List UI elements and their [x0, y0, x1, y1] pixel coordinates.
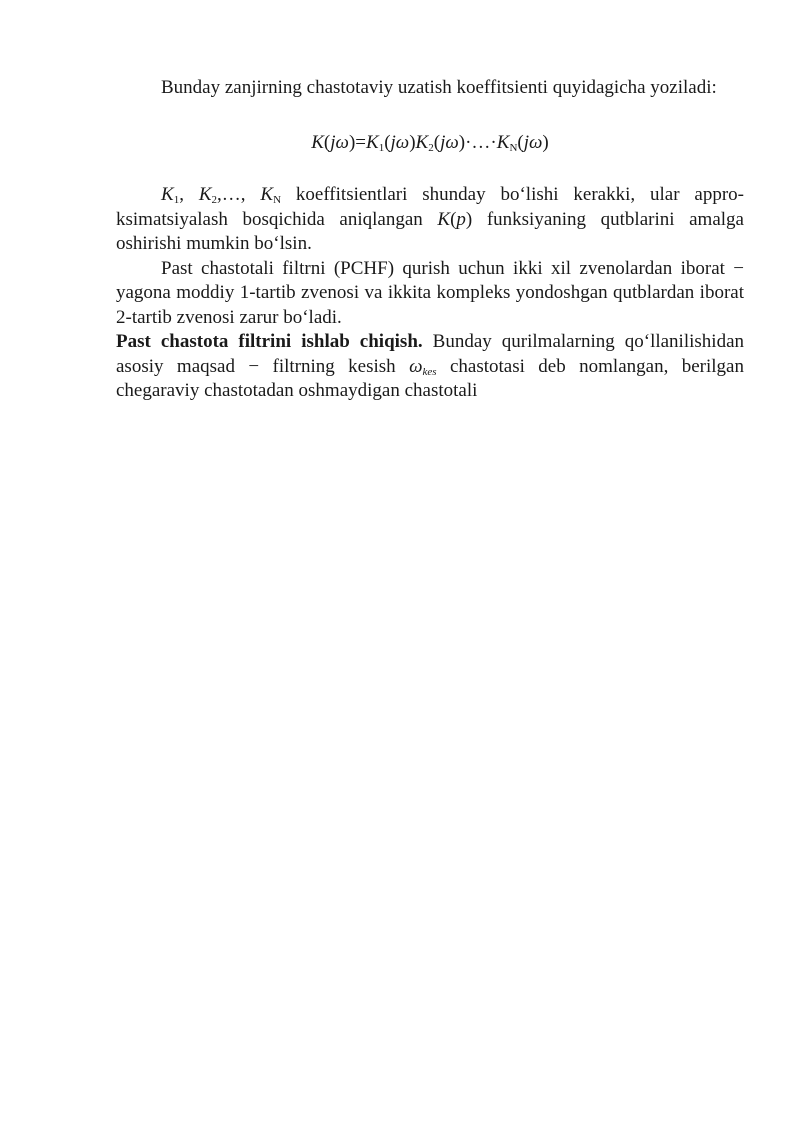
formula-k: K: [311, 131, 324, 153]
document-page: [116, 76, 744, 404]
section-heading: Past chastota filtrini ishlab chiqish.: [116, 331, 423, 352]
transfer-function-formula: $K(j\omega)=K_1(j\omega)K_2(j\omega)\cdot\dots\cdot K_N(j\omega)$: [311, 131, 549, 154]
paragraph-pchf: Past chastotali filtrni (PCHF) qurish uchun ikki xil zvenolardan iborat − yagona moddiy 1-tartib zvenosi va ikkita kompleks yondoshgan qutblardan iborat 2-tartib zvenosi zarur bo‘ladi.: [116, 257, 744, 328]
paragraph-coefficients: $K_1$, $K_2,\dots$, $K_N$ koeffitsientlari shunday bo‘lishi kerakki, ular approksimatsiyalash bosqichida aniqlangan K(p) funksiyaning qutblarini amalga oshirishi mumkin bo‘lsin.: [116, 184, 744, 254]
paragraph-intro: Bunday zanjirning chastotaviy uzatish koeffitsienti quyidagicha yoziladi:: [161, 77, 717, 98]
paragraph-lowpass-design: Past chastota filtrini ishlab chiqish. Bunday qurilmalarning qo‘llanilishidan asosiy maqsad − filtrning kesish $\omega_{kes}$ chastotasi deb nomlangan, berilgan chegaraviy chastotadan oshmaydigan chastotali: [116, 331, 744, 401]
